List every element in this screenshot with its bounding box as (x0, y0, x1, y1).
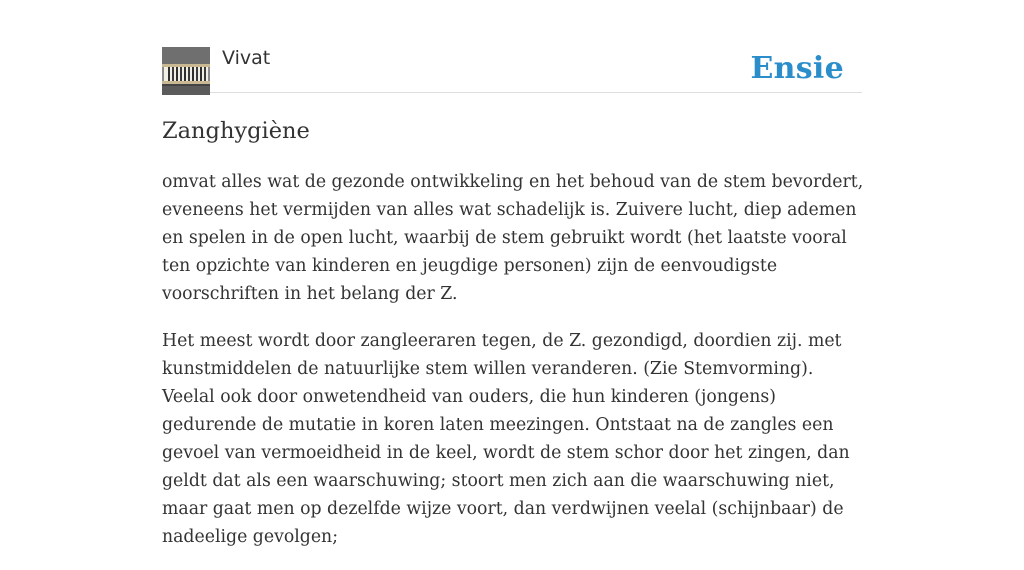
article-body (162, 168, 866, 570)
paragraph: omvat alles wat de gezonde ontwikkeling en het behoud van de stem bevordert, eveneens het vermijden van alles wat schadelijk is. Zuivere lucht, diep ademen en spelen in de open lucht, waarbij de stem gebruikt wordt (het laatste vooral ten opzichte van kinderen en jeugdige personen) zijn de eenvoudigste voorschriften in het belang der Z. (162, 172, 864, 304)
paragraph: Het meest wordt door zangleeraren tegen, de Z. gezondigd, doordien zij. met kunstmiddelen de natuurlijke stem willen veranderen. (Zie Stemvorming). Veelal ook door onwetendheid van ouders, die hun kinderen (jongens) gedurende de mutatie in koren laten meezingen. Ontstaat na de zangles een gevoel van vermoeidheid in de keel, wordt de stem schor door het zingen, dan geldt dat als een waarschuwing; stoort men zich aan die waarschuwing niet, maar gaat men op dezelfde wijze voort, dan verdwijnen veelal (schijnbaar) de nadeelige gevolgen; (162, 331, 850, 547)
ensie-logo[interactable]: Ensie (750, 51, 844, 86)
article-title: Zanghygiène (162, 118, 310, 144)
source-name[interactable]: Vivat (222, 47, 271, 69)
book-spines-icon[interactable] (162, 47, 210, 95)
header (162, 46, 862, 93)
